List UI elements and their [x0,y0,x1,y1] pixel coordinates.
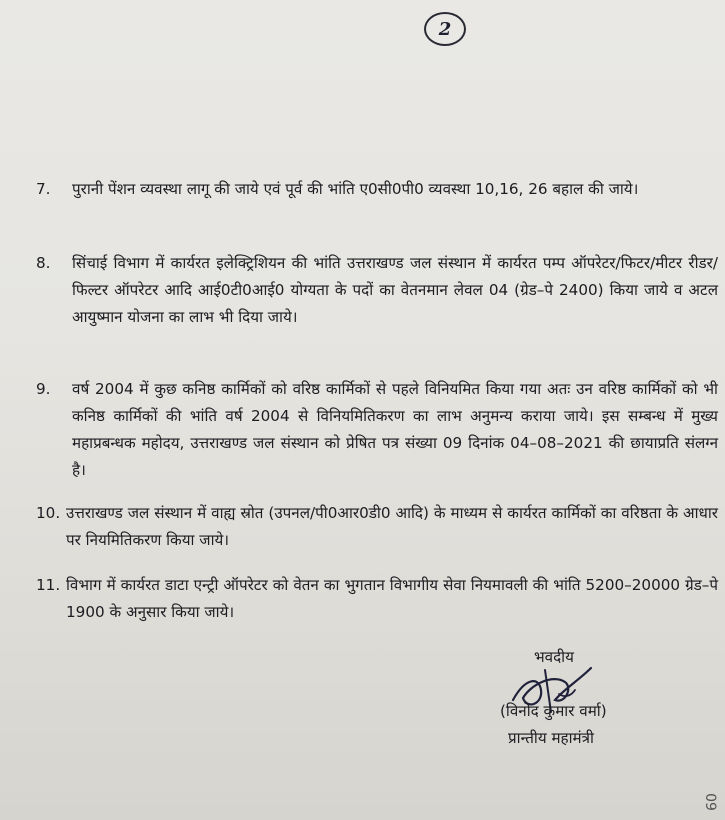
item-number: 10. [36,504,61,522]
list-item-8 [36,250,718,331]
page-number: 2 [438,18,452,40]
signatory-designation: प्रान्तीय महामंत्री [508,729,594,747]
item-text: सिंचाई विभाग में कार्यरत इलेक्ट्रिशियन की भांति उत्तराखण्ड जल संस्थान में कार्यरत पम्प ऑपरेटर/फिटर/मीटर रीडर/फिल्टर ऑपरेटर आदि आई0टी0आई0 योग्यता के पदों का वेतनमान लेवल 04 (ग्रेड–पे 2400) किया जाये व अटल आयुष्मान योजना का लाभ भी दिया जाये। [72,254,718,326]
list-item-10 [36,500,718,554]
signature-block [478,644,678,752]
list-item-7 [36,176,718,203]
closing-text: भवदीय [534,648,574,666]
item-text: विभाग में कार्यरत डाटा एन्ट्री ऑपरेटर को वेतन का भुगतान विभागीय सेवा नियमावली की भांति 5200–20000 ग्रेड–पे 1900 के अनुसार किया जाये। [66,576,718,621]
item-number: 9. [36,380,51,398]
list-item-9 [36,376,718,484]
item-text: उत्तराखण्ड जल संस्थान में वाह्य स्रोत (उपनल/पी0आर0डी0 आदि) के माध्यम से कार्यरत कार्मिकों का वरिष्ठता के आधार पर नियमितिकरण किया जाये। [66,504,718,549]
list-item-11 [36,572,718,626]
page-number-circle [424,12,466,46]
item-text: वर्ष 2004 में कुछ कनिष्ठ कार्मिकों को वरिष्ठ कार्मिकों से पहले विनियमित किया गया अतः उन वरिष्ठ कार्मिकों को भी कनिष्ठ कार्मिकों की भांति वर्ष 2004 से विनियमितिकरण का लाभ अनुमन्य कराया जाये। इस सम्बन्ध में मुख्य महाप्रबन्धक महोदय, उत्तराखण्ड जल संस्थान को प्रेषित पत्र संख्या 09 दिनांक 04–08–2021 की छायाप्रति संलग्न है। [72,380,718,479]
item-text: पुरानी पेंशन व्यवस्था लागू की जाये एवं पूर्व की भांति ए0सी0पी0 व्यवस्था 10,16, 26 बहाल की जाये। [72,180,639,198]
item-number: 8. [36,254,51,272]
signatory-name: (विनोद कुमार वर्मा) [500,702,607,720]
item-number: 7. [36,180,51,198]
item-number: 11. [36,576,61,594]
edge-mark: 09 [702,793,719,811]
